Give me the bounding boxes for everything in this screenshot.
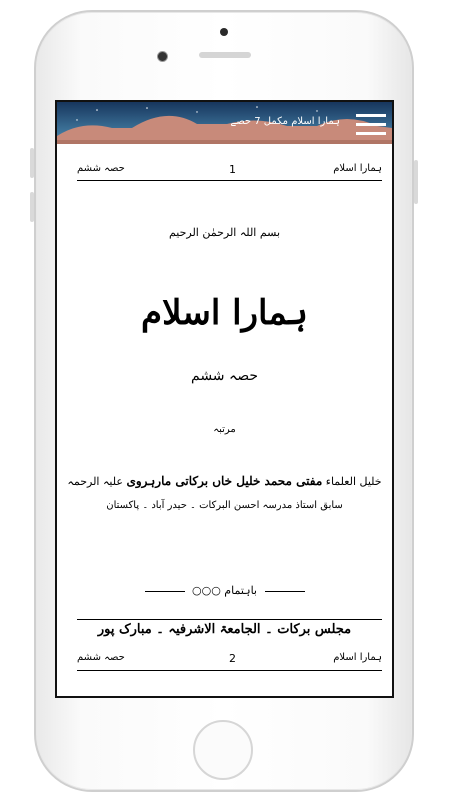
author-line (57, 474, 392, 488)
book-part: حصہ ششم (191, 368, 258, 384)
header-rule (77, 180, 382, 181)
home-button[interactable] (193, 720, 253, 780)
page-2 (57, 622, 392, 698)
patronage-line (57, 584, 392, 597)
header-banner-art (57, 102, 392, 144)
front-camera (157, 51, 168, 62)
app-screen (55, 100, 394, 698)
ornament-line (145, 591, 185, 592)
page-number: 1 (229, 163, 236, 176)
book-title: ہمارا اسلام (141, 293, 308, 333)
compiled-by: مرتبہ (213, 424, 236, 435)
page-header (77, 652, 382, 668)
page-header (77, 163, 382, 179)
volume-button (30, 192, 34, 222)
author-suffix: علیہ الرحمہ (67, 475, 123, 488)
author-name: مفتی محمد خلیل خاں برکاتی مارہروی (126, 474, 323, 488)
page-bottom-rule (77, 619, 382, 620)
app-header (57, 102, 392, 144)
publisher: مجلس برکات ۔ الجامعۃ الاشرفیہ ۔ مبارک پور (97, 622, 352, 637)
author-former-post: سابق استاذ مدرسہ احسن البرکات ۔ حیدر آباد ۔ پاکستان (106, 500, 343, 511)
ornament-line (265, 591, 305, 592)
hamburger-menu-icon[interactable] (356, 114, 386, 136)
app-title: ہمارا اسلام مکمل 7 حصے (230, 116, 340, 127)
ornament-circles: ○○○ (192, 584, 221, 597)
header-book-title: ہمارا اسلام (333, 652, 382, 663)
header-book-title: ہمارا اسلام (333, 163, 382, 174)
author-prefix: خلیل العلماء (325, 475, 382, 488)
header-part: حصہ ششم (77, 652, 125, 663)
bismillah: بسم اللہ الرحمٰن الرحیم (168, 226, 281, 239)
page-number: 2 (229, 652, 236, 665)
earpiece-speaker (199, 52, 251, 58)
header-rule (77, 670, 382, 671)
volume-button (30, 148, 34, 178)
patronage-label: باہتمام (224, 584, 257, 597)
front-sensor (220, 28, 228, 36)
page-1 (57, 144, 392, 637)
header-part: حصہ ششم (77, 163, 125, 174)
power-button (414, 160, 418, 204)
